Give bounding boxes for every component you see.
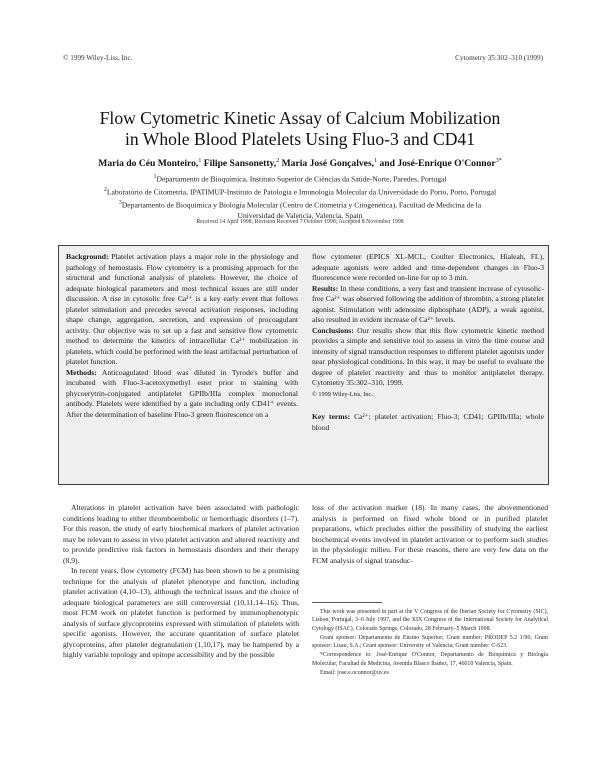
body-right-column <box>312 503 548 566</box>
footnote-grants: Grant sponsor: Departamento de Ensino Superior; Grant number: PRODEP 5.2 1/96; Grant sponsor: Lisau, S.A.; Grant sponsor: University of Valencia; Grant number: C-623. <box>312 634 548 650</box>
affiliation-1: $^1$Departamento de Bioquímica, Instituto Superior de Ciências da Saúde-Norte, Paredes, Portugal <box>153 174 447 184</box>
author-affiliation-mark: 1 <box>374 158 378 164</box>
body-paragraph: loss of the activation marker (18). In many cases, the abovementioned analysis is performed on fixed whole blood or in purified platelet preparations, which precludes either the possibility of studying the earliest biochemical events involved in platelet activation or to perform such studies in the physiologic milieu. For these reasons, there are very few data on the FCM analysis of signal transduc- <box>312 503 548 565</box>
author-affiliation-mark: 2 <box>276 158 280 164</box>
abstract-conclusions: Conclusions: Our results show that this flow cytometric kinetic method provides a simple and sensitive tool to assess in vitro the time course and intensity of signal transduction responses to different platelet agonists under near physiological conditions. In this way, it may be useful to evaluate the degree of platelet reactivity and thus to monitor antiplatelet therapy. Cytometry 35:302–310, 1999. <box>312 325 544 387</box>
abstract-copyright: © 1999 Wiley-Liss, Inc. <box>312 390 373 398</box>
abstract-background: Background: Platelet activation plays a major role in the physiology and pathology of hemostasis. Flow cytometry is a promising approach for the structural and functional analysis of platelets. However, the choice of adequate biological parameters and most technical issues are still under discussion. A rise in cytosolic free Ca²⁺ is a key early event that follows platelet stimulation and precedes several activation responses, including shape change, aggregation, secretion, and expression of procoagulant activity. Our objective was to set up a fast and sensitive flow cytometric method to determine the kinetics of intracellular Ca²⁺ mobilization in platelets, which could be performed with the least artifactual perturbation of platelet function. <box>66 252 298 366</box>
received-dates: Received 14 April 1998; Revision Received 7 October 1998; Accepted 8 November 1998 <box>196 219 404 225</box>
affiliation-3: $^3$Departamento de Bioquímica y Biología Molecular (Centro de Citometría y Citogenética), Facultad de Medicina de la <box>118 200 482 210</box>
affiliation-2: $^2$Laboratório de Citometria, IPATIMUP-Instituto de Patologia e Imunologia Molecular da Universidade do Porto, Porto, Portugal <box>103 187 497 197</box>
author-name: Filipe Sansonetty, <box>201 158 277 170</box>
author-affiliation-mark: 1 <box>198 158 202 164</box>
title-line-2: in Whole Blood Platelets Using Fluo-3 and CD41 <box>124 129 476 149</box>
author-name: and José-Enrique O'Connor <box>377 158 496 170</box>
abstract-box <box>58 245 549 485</box>
author-name: Maria do Céu Monteiro, <box>98 158 199 170</box>
footnotes <box>312 608 548 678</box>
abstract-right-column <box>312 252 544 433</box>
affiliations <box>40 172 560 222</box>
abstract-methods-continued: flow cytometer (EPICS XL-MCL, Coulter Electronics, Hialeah, FL), adequate agonists were added and time-dependent changes in Fluo-3 fluorescence were recorded on-line for up to 3 min. <box>312 252 544 282</box>
abstract-results: Results: In these conditions, a very fast and transient increase of cytosolic-free Ca²⁺ was observed following the addition of thrombin, a strong platelet agonist. Stimulation with adenosine diphosphate (ADP), a weak agonist, also resulted in evident increase of Ca²⁺ levels. <box>312 283 544 324</box>
author-list <box>40 158 560 169</box>
paper-title <box>40 108 560 150</box>
footnote-email: Email: jose.e.oconnor@uv.es <box>320 670 389 677</box>
key-terms: Key terms: Ca²⁺; platelet activation; Fluo-3; CD41; GPIIb/IIIa; whole blood <box>312 412 544 432</box>
journal-citation: Cytometry 35:302–310 (1999) <box>455 54 543 62</box>
author-affiliation-mark: 3* <box>495 158 502 164</box>
footnote-presentation: This work was presented in part at the V Congress of the Iberian Society for Cytometry (SIC), Lisbon, Portugal, 3–6 July 1997, and the XIX Congress of the International Society for Analytical Cytology (ISAC), Colorado Springs, Colorado, 28 February–5 March 1998. <box>312 609 548 632</box>
footnote-divider <box>312 602 382 603</box>
footnote-correspondence: *Correspondence to: José-Enrique O'Connor, Departamento de Bioquímica y Biología Molecular, Facultad de Medicina, Avenida Blasco Ibáñez, 17, 46010 Valencia, Spain. <box>312 652 548 667</box>
abstract-left-column <box>66 252 298 420</box>
journal-copyright: © 1999 Wiley-Liss, Inc. <box>63 54 133 62</box>
abstract-methods: Methods: Anticoagulated blood was diluted in Tyrode's buffer and incubated with Fluo-3-acetoxymethyl ester prior to staining with phycoerytrin-conjugated antiplatelet GPIIb/IIIa complex monoclonal antibody. Platelets were identified by a gate including only CD41⁺ events. After the determination of baseline Fluo-3 green fluorescence on a <box>66 367 298 419</box>
body-left-column <box>63 503 299 661</box>
title-line-1: Flow Cytometric Kinetic Assay of Calcium Mobilization <box>99 108 501 128</box>
body-paragraph: Alterations in platelet activation have been associated with pathologic conditions leading to either thromboembolic or hemorrhagic disorders (1–7). For this reason, the study of early biochemical markers of platelet activation may be relevant to assess in vivo platelet activation and altered reactivity and to provide predictive risk factors in hemostasis disorders and their therapy (8,9). <box>63 503 299 565</box>
author-name: Maria José Gonçalves, <box>279 158 375 170</box>
affiliation-3-cont: Universidad de Valencia, Valencia, Spain <box>237 211 363 221</box>
body-paragraph: In recent years, flow cytometry (FCM) has been shown to be a promising technique for the analysis of platelet phenotype and function, including platelet activation (4,10–13), although the technical issues and the choice of adequate biological parameters are still controversial (10,11,14–16). Thus, most FCM work on platelet function is performed by immunophenotypic analysis of surface glycoproteins expressed with stimulation of platelets with specific agonists. However, the accurate quantitation of surface platelet glycoproteins, after platelet degranulation (1,10,17), may be hampered by a highly variable topology and epitope accessibility and by the possible <box>63 566 299 659</box>
